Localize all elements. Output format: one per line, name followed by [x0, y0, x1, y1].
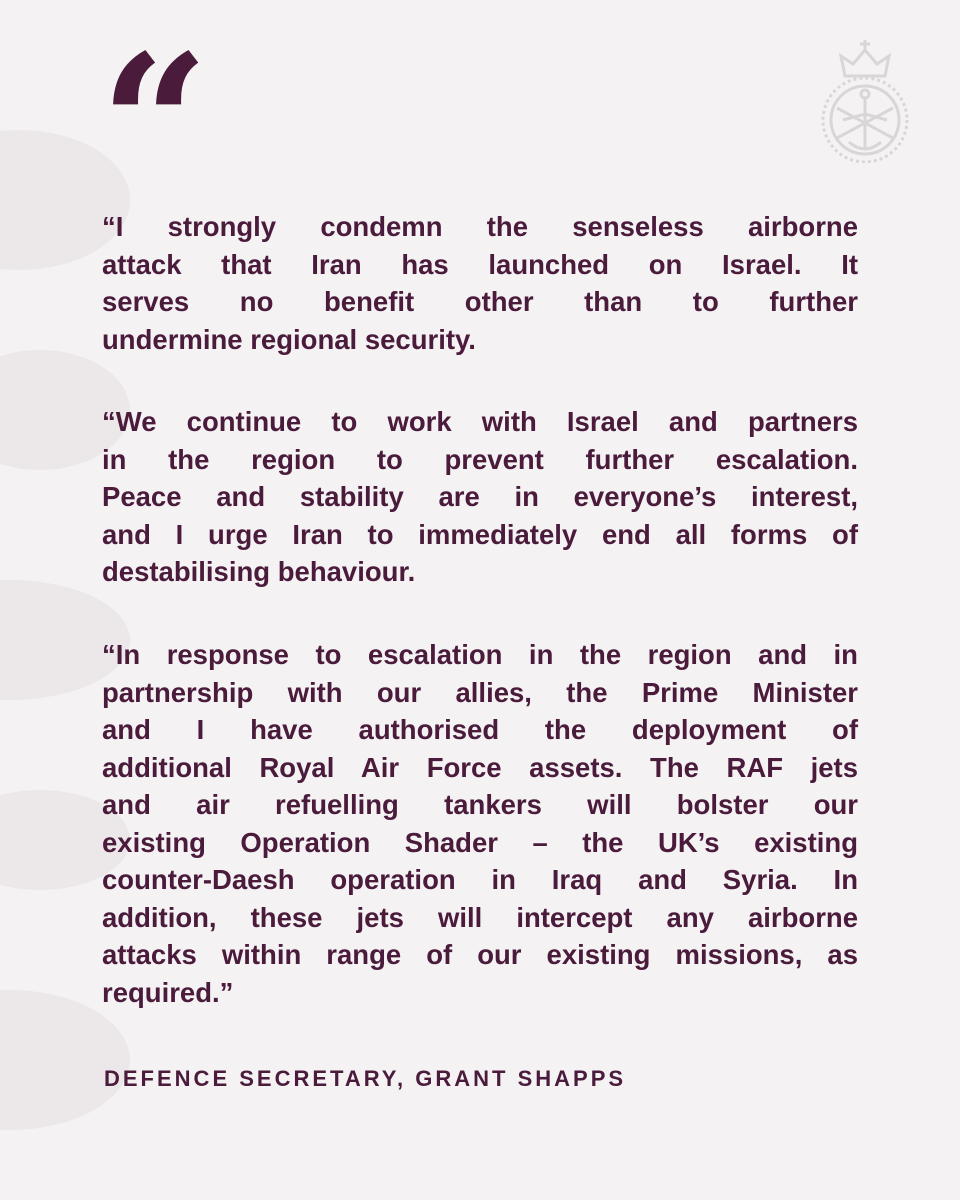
text-line: destabilising behaviour.: [102, 556, 416, 587]
text-line: “We continue to work with Israel and partners: [102, 406, 858, 437]
text-line: and air refuelling tankers will bolster our: [102, 789, 858, 820]
quote-paragraph-1: [102, 208, 858, 358]
text-line: partnership with our allies, the Prime Minister: [102, 676, 858, 708]
text-line: Peace and stability are in everyone’s interest,: [102, 481, 858, 512]
text-line: in the region to prevent further escalation.: [102, 443, 858, 475]
text-line: and I urge Iran to immediately end all forms of: [102, 518, 858, 550]
text-line: “I strongly condemn the senseless airborne: [102, 211, 858, 242]
attribution: DEFENCE SECRETARY, GRANT SHAPPS: [104, 1066, 627, 1091]
text-line: attacks within range of our existing missions, as: [102, 939, 858, 970]
text-line: undermine regional security.: [102, 323, 476, 355]
quote-paragraph-2: [102, 403, 858, 591]
text-line: additional Royal Air Force assets. The RAF jets: [102, 751, 858, 783]
text-line: serves no benefit other than to further: [102, 286, 858, 317]
text-line: and I have authorised the deployment of: [102, 714, 858, 745]
text-line: addition, these jets will intercept any airborne: [102, 901, 858, 933]
text-line: existing Operation Shader – the UK’s existing: [102, 826, 858, 858]
text-line: counter-Daesh operation in Iraq and Syria. In: [102, 864, 858, 895]
text-line: “In response to escalation in the region and in: [102, 639, 858, 670]
text-line: required.”: [102, 976, 234, 1008]
quote-paragraph-3: [102, 636, 858, 1011]
quote-mark-icon: “: [100, 13, 210, 236]
defence-crest-icon: [815, 38, 915, 163]
text-line: attack that Iran has launched on Israel. It: [102, 248, 858, 280]
